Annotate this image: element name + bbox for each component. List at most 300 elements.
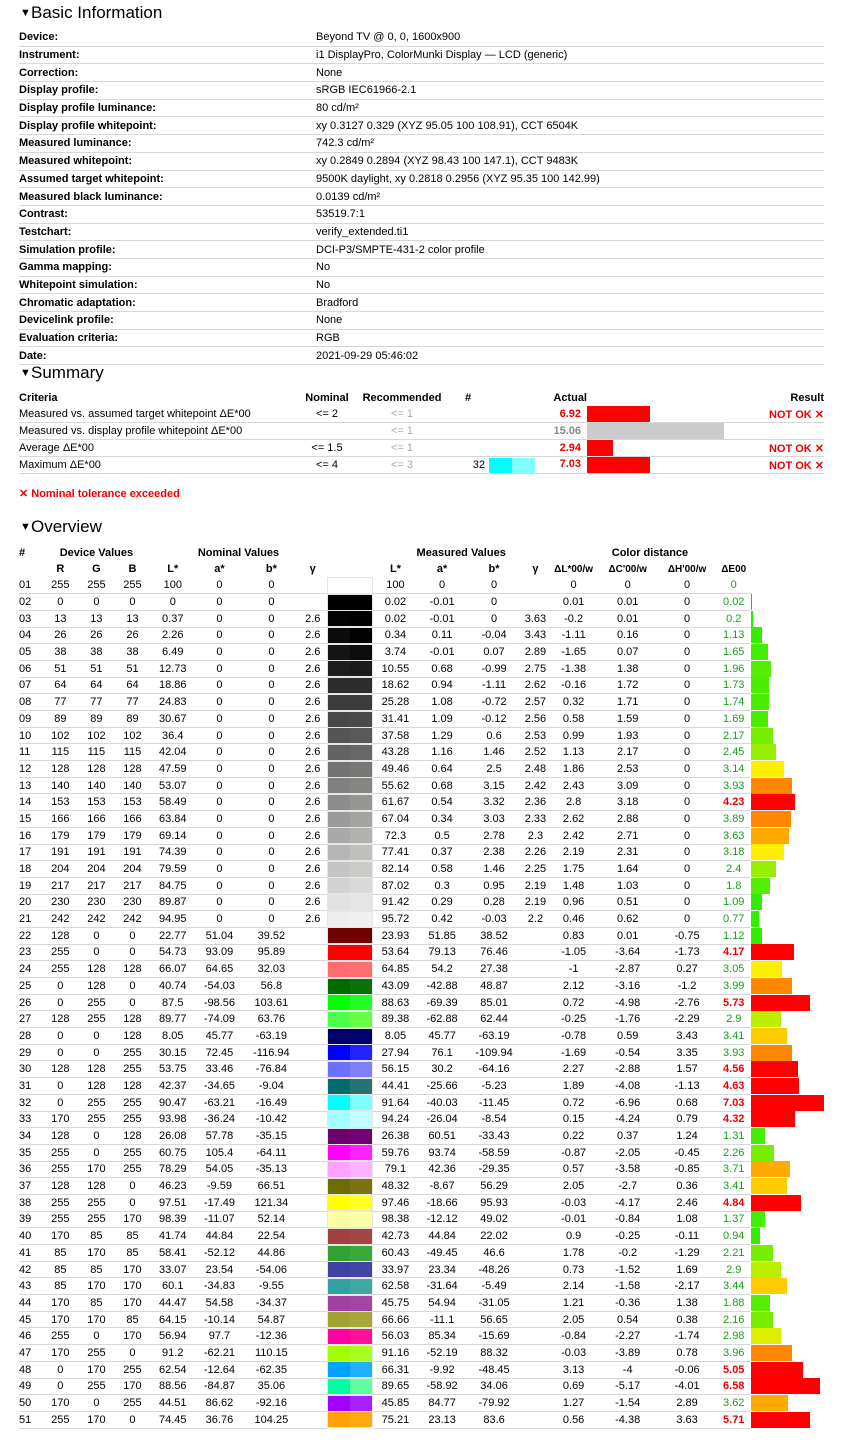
table-cell: -4 xyxy=(598,1361,657,1378)
table-cell: -6.96 xyxy=(598,1094,657,1111)
table-cell: 3.89 xyxy=(717,811,751,828)
table-cell: -64.11 xyxy=(244,1144,299,1161)
table-cell: 0 xyxy=(42,1378,78,1395)
delta-e-bar xyxy=(751,1378,820,1394)
table-cell: 60.51 xyxy=(418,1128,467,1145)
table-cell: -4.38 xyxy=(598,1411,657,1428)
delta-e-bar xyxy=(751,1228,761,1244)
table-cell: 3.93 xyxy=(717,1044,751,1061)
table-cell: 0 xyxy=(244,744,299,761)
delta-e-bar-cell xyxy=(751,1061,824,1078)
table-cell: -29.35 xyxy=(466,1161,521,1178)
summary-actual xyxy=(489,406,587,423)
summary-recommended: <= 3 xyxy=(357,457,447,474)
table-cell: -1.11 xyxy=(466,677,521,694)
table-row xyxy=(19,1295,824,1312)
info-label: Gamma mapping: xyxy=(19,258,316,276)
table-cell: 3.41 xyxy=(717,1178,751,1195)
table-cell: 21 xyxy=(19,911,42,928)
color-swatch xyxy=(327,744,374,761)
table-cell: -0.54 xyxy=(598,1044,657,1061)
table-row xyxy=(19,677,824,694)
info-value: xy 0.2849 0.2894 (XYZ 98.43 100 147.1), CCT 9483K xyxy=(316,152,824,170)
table-cell: -0.01 xyxy=(418,594,467,611)
info-row xyxy=(19,205,824,223)
table-cell: 0 xyxy=(657,627,716,644)
table-cell: 38 xyxy=(19,1194,42,1211)
info-row xyxy=(19,294,824,312)
table-cell: 33.46 xyxy=(195,1061,244,1078)
overview-heading[interactable]: ▼Overview xyxy=(20,515,102,539)
table-cell: 31 xyxy=(19,1078,42,1095)
table-cell: 2.6 xyxy=(299,644,327,661)
table-cell xyxy=(299,1261,327,1278)
table-cell: 36.76 xyxy=(195,1411,244,1428)
table-cell: 1.38 xyxy=(657,1295,716,1312)
table-cell: -11.07 xyxy=(195,1211,244,1228)
info-row xyxy=(19,258,824,276)
delta-e-bar xyxy=(751,861,776,877)
table-cell: 49 xyxy=(19,1378,42,1395)
table-cell: 37 xyxy=(19,1178,42,1195)
table-cell: 1.74 xyxy=(717,694,751,711)
table-cell: -40.03 xyxy=(418,1094,467,1111)
table-cell: 0 xyxy=(114,978,150,995)
table-cell: -26.04 xyxy=(418,1111,467,1128)
table-cell: 166 xyxy=(78,811,114,828)
table-cell: 2.6 xyxy=(299,777,327,794)
delta-e-bar-cell xyxy=(751,1194,824,1211)
summary-actual-value: 6.92 xyxy=(559,408,581,420)
table-cell: 54.2 xyxy=(418,961,467,978)
table-cell: 3.14 xyxy=(717,761,751,778)
table-cell xyxy=(522,978,550,995)
table-cell: 1.48 xyxy=(549,877,598,894)
table-cell: 170 xyxy=(114,1211,150,1228)
delta-e-bar-cell xyxy=(751,1261,824,1278)
table-cell: 170 xyxy=(78,1311,114,1328)
table-cell: 0 xyxy=(657,811,716,828)
table-cell: 2.6 xyxy=(299,911,327,928)
table-cell: 27.38 xyxy=(466,961,521,978)
table-cell: -10.42 xyxy=(244,1111,299,1128)
table-cell xyxy=(299,1345,327,1362)
table-cell: 0 xyxy=(244,861,299,878)
table-cell: 0 xyxy=(114,1194,150,1211)
basic-info-table xyxy=(19,29,824,365)
table-cell: 0 xyxy=(418,577,467,594)
table-cell: 0 xyxy=(244,761,299,778)
table-cell: 82.14 xyxy=(373,861,418,878)
summary-bar xyxy=(587,423,724,439)
table-cell: 0 xyxy=(42,1028,78,1045)
table-cell: 4.17 xyxy=(717,944,751,961)
table-cell: 170 xyxy=(114,1261,150,1278)
table-cell: 2.6 xyxy=(299,727,327,744)
table-cell: -109.94 xyxy=(466,1044,521,1061)
table-cell xyxy=(522,1144,550,1161)
table-row xyxy=(19,894,824,911)
table-cell: 0.37 xyxy=(151,610,196,627)
table-cell: 0 xyxy=(78,1128,114,1145)
info-row xyxy=(19,46,824,64)
summary-nominal xyxy=(297,423,357,440)
delta-e-bar xyxy=(751,928,763,944)
table-cell: 53.64 xyxy=(373,944,418,961)
table-cell: 44.51 xyxy=(151,1395,196,1412)
table-row xyxy=(19,1044,824,1061)
table-cell: 2.8 xyxy=(549,794,598,811)
table-cell: 14 xyxy=(19,794,42,811)
table-cell: 1.09 xyxy=(717,894,751,911)
table-row xyxy=(19,711,824,728)
table-cell: 1.08 xyxy=(418,694,467,711)
table-cell: 0 xyxy=(244,727,299,744)
table-cell: 115 xyxy=(114,744,150,761)
summary-result xyxy=(724,423,824,440)
table-cell: 1.13 xyxy=(549,744,598,761)
summary-bar xyxy=(587,457,650,473)
table-cell: 3.18 xyxy=(717,844,751,861)
table-cell: 0.9 xyxy=(549,1228,598,1245)
table-cell: 3.71 xyxy=(717,1161,751,1178)
delta-e-bar-cell xyxy=(751,677,824,694)
table-cell: 2.89 xyxy=(657,1395,716,1412)
table-cell: 0 xyxy=(244,794,299,811)
table-cell: 255 xyxy=(114,1044,150,1061)
collapse-triangle-icon[interactable]: ▼ xyxy=(20,521,31,533)
summary-header: Result xyxy=(790,392,824,404)
table-cell: 91.16 xyxy=(373,1345,418,1362)
table-cell: 1.29 xyxy=(418,727,467,744)
table-cell: 38.52 xyxy=(466,927,521,944)
table-cell: 0 xyxy=(657,577,716,594)
table-cell: 0.94 xyxy=(418,677,467,694)
table-cell: 22.02 xyxy=(466,1228,521,1245)
table-cell: 50 xyxy=(19,1395,42,1412)
table-cell: 255 xyxy=(78,994,114,1011)
table-cell: 2.17 xyxy=(717,727,751,744)
table-cell: 0.42 xyxy=(418,911,467,928)
collapse-triangle-icon[interactable]: ▼ xyxy=(20,7,31,19)
table-cell: 43.28 xyxy=(373,744,418,761)
table-cell: 56.8 xyxy=(244,978,299,995)
info-value: RGB xyxy=(316,329,824,347)
table-cell: -2.27 xyxy=(598,1328,657,1345)
table-cell: 30 xyxy=(19,1061,42,1078)
delta-e-bar-cell xyxy=(751,1211,824,1228)
table-cell: 23.34 xyxy=(418,1261,467,1278)
table-cell: 95.89 xyxy=(244,944,299,961)
table-cell: 0.02 xyxy=(373,610,418,627)
table-cell: 7.03 xyxy=(717,1094,751,1111)
table-cell: 46.6 xyxy=(466,1245,521,1262)
table-cell: 0 xyxy=(42,994,78,1011)
table-cell: 1.16 xyxy=(418,744,467,761)
delta-e-bar xyxy=(751,761,784,777)
table-cell: -3.64 xyxy=(598,944,657,961)
table-cell: 53.75 xyxy=(151,1061,196,1078)
table-cell: 8.05 xyxy=(373,1028,418,1045)
table-cell: 57.78 xyxy=(195,1128,244,1145)
table-cell: 11 xyxy=(19,744,42,761)
table-cell: 44.84 xyxy=(418,1228,467,1245)
table-cell: 0.64 xyxy=(418,761,467,778)
header-spacer xyxy=(19,561,42,577)
table-cell xyxy=(522,1378,550,1395)
table-cell: 13 xyxy=(114,610,150,627)
table-cell: -1.11 xyxy=(549,627,598,644)
summary-nominal: <= 4 xyxy=(297,457,357,474)
table-cell: 2.43 xyxy=(549,777,598,794)
summary-bar xyxy=(587,440,613,456)
delta-e-bar xyxy=(751,995,810,1011)
table-cell: 0.77 xyxy=(717,911,751,928)
table-cell: 0 xyxy=(657,844,716,861)
table-cell: 55.62 xyxy=(373,777,418,794)
table-cell: -0.87 xyxy=(549,1144,598,1161)
col-group-nominal: Nominal Values xyxy=(197,547,280,559)
table-cell: 0.72 xyxy=(549,1094,598,1111)
info-label: Whitepoint simulation: xyxy=(19,276,316,294)
table-cell: 3.32 xyxy=(466,794,521,811)
table-cell: 255 xyxy=(78,1011,114,1028)
info-value: No xyxy=(316,276,824,294)
table-cell: 0 xyxy=(466,610,521,627)
table-cell: 1.89 xyxy=(549,1078,598,1095)
table-cell: 87.5 xyxy=(151,994,196,1011)
table-cell: 217 xyxy=(114,877,150,894)
table-cell: -35.13 xyxy=(244,1161,299,1178)
table-cell: 255 xyxy=(78,1094,114,1111)
table-cell: 166 xyxy=(114,811,150,828)
table-cell: 0 xyxy=(114,594,150,611)
table-row xyxy=(19,1061,824,1078)
table-cell: -1.73 xyxy=(657,944,716,961)
delta-e-bar-cell xyxy=(751,811,824,828)
table-cell: 0.38 xyxy=(657,1311,716,1328)
table-cell: 6.49 xyxy=(151,644,196,661)
table-cell: 4.84 xyxy=(717,1194,751,1211)
table-cell: 1.71 xyxy=(598,694,657,711)
table-cell: 88.32 xyxy=(466,1345,521,1362)
info-row xyxy=(19,241,824,259)
table-cell: 51.04 xyxy=(195,927,244,944)
table-cell: 26.38 xyxy=(373,1128,418,1145)
table-cell: 66.51 xyxy=(244,1178,299,1195)
table-cell: 26 xyxy=(78,627,114,644)
table-cell: -42.88 xyxy=(418,978,467,995)
table-cell: -0.01 xyxy=(418,610,467,627)
table-cell xyxy=(522,1194,550,1211)
table-cell: 128 xyxy=(78,761,114,778)
table-cell: 41 xyxy=(19,1245,42,1262)
table-cell: 255 xyxy=(42,577,78,594)
delta-e-bar-cell xyxy=(751,1028,824,1045)
color-swatch xyxy=(327,1111,374,1128)
table-cell: -0.2 xyxy=(549,610,598,627)
collapse-triangle-icon[interactable]: ▼ xyxy=(20,367,31,379)
table-cell: 0 xyxy=(244,660,299,677)
table-cell: 170 xyxy=(78,1411,114,1428)
table-cell: 2.6 xyxy=(299,627,327,644)
table-cell: 204 xyxy=(42,861,78,878)
table-cell: 0.56 xyxy=(549,1411,598,1428)
table-cell: 0 xyxy=(195,677,244,694)
table-cell: 204 xyxy=(114,861,150,878)
table-cell: 0.78 xyxy=(657,1345,716,1362)
table-cell: 128 xyxy=(78,1061,114,1078)
table-cell: 41.74 xyxy=(151,1228,196,1245)
summary-result: NOT OK ✕ xyxy=(724,440,824,457)
table-cell: 0 xyxy=(244,577,299,594)
info-row xyxy=(19,312,824,330)
table-cell: 128 xyxy=(78,978,114,995)
table-cell: 27 xyxy=(19,1011,42,1028)
table-cell: 42.04 xyxy=(151,744,196,761)
table-cell: 16 xyxy=(19,827,42,844)
table-cell: 128 xyxy=(78,1078,114,1095)
delta-e-bar xyxy=(751,1345,792,1361)
table-row xyxy=(19,944,824,961)
color-swatch xyxy=(327,727,374,744)
table-cell: 0 xyxy=(195,711,244,728)
table-cell: -8.67 xyxy=(418,1178,467,1195)
delta-e-bar xyxy=(751,778,792,794)
table-cell: 2.21 xyxy=(717,1245,751,1262)
table-cell: 85.01 xyxy=(466,994,521,1011)
table-cell: 89.65 xyxy=(373,1378,418,1395)
table-cell: 2.16 xyxy=(717,1311,751,1328)
table-cell: 0 xyxy=(244,777,299,794)
table-cell: -12.64 xyxy=(195,1361,244,1378)
table-cell: 13 xyxy=(42,610,78,627)
table-cell: 4.23 xyxy=(717,794,751,811)
nominal-tolerance-note: ✕ Nominal tolerance exceeded xyxy=(19,488,180,500)
color-swatch xyxy=(327,1028,374,1045)
table-cell: -62.88 xyxy=(418,1011,467,1028)
table-cell: -4.98 xyxy=(598,994,657,1011)
table-cell: 0 xyxy=(657,761,716,778)
table-cell: 2.62 xyxy=(549,811,598,828)
table-cell: 49.46 xyxy=(373,761,418,778)
table-cell: 56.94 xyxy=(151,1328,196,1345)
table-cell: 2.5 xyxy=(466,761,521,778)
table-cell: 0 xyxy=(114,927,150,944)
delta-e-bar-cell xyxy=(751,694,824,711)
table-cell: 0 xyxy=(195,577,244,594)
table-cell: 3.99 xyxy=(717,978,751,995)
table-cell: 191 xyxy=(78,844,114,861)
color-swatch xyxy=(327,1411,374,1428)
table-cell: 0 xyxy=(195,610,244,627)
table-cell: 3.93 xyxy=(717,777,751,794)
table-cell xyxy=(299,1061,327,1078)
column-header: a* xyxy=(436,563,448,575)
table-cell: -34.65 xyxy=(195,1078,244,1095)
table-cell xyxy=(522,1078,550,1095)
table-cell: 0.6 xyxy=(466,727,521,744)
table-cell: 2.57 xyxy=(522,694,550,711)
table-cell: 77 xyxy=(42,694,78,711)
table-cell: 26.08 xyxy=(151,1128,196,1145)
table-cell: 84.75 xyxy=(151,877,196,894)
table-cell: 1.73 xyxy=(717,677,751,694)
table-cell: 2.6 xyxy=(299,761,327,778)
table-cell: 42.73 xyxy=(373,1228,418,1245)
delta-e-bar-cell xyxy=(751,1411,824,1428)
info-label: Display profile whitepoint: xyxy=(19,117,316,135)
table-cell: 32 xyxy=(19,1094,42,1111)
delta-e-bar-cell xyxy=(751,1345,824,1362)
table-cell xyxy=(522,1278,550,1295)
table-cell: -0.04 xyxy=(466,627,521,644)
table-cell: 2.6 xyxy=(299,660,327,677)
table-row xyxy=(19,660,824,677)
table-cell: 170 xyxy=(78,1278,114,1295)
table-cell: 2.14 xyxy=(549,1278,598,1295)
basic-info-heading[interactable]: ▼Basic Information xyxy=(20,1,162,25)
table-cell: 85 xyxy=(114,1245,150,1262)
table-cell: 22.54 xyxy=(244,1228,299,1245)
table-cell: 49.02 xyxy=(466,1211,521,1228)
table-cell xyxy=(299,994,327,1011)
table-cell: 91.64 xyxy=(373,1094,418,1111)
table-cell: 3.15 xyxy=(466,777,521,794)
table-cell: 30.15 xyxy=(151,1044,196,1061)
table-row xyxy=(19,1094,824,1111)
table-cell: 52.14 xyxy=(244,1211,299,1228)
table-cell: 0 xyxy=(244,877,299,894)
color-swatch xyxy=(327,927,374,944)
table-cell: 2.6 xyxy=(299,610,327,627)
table-cell: 23.13 xyxy=(418,1411,467,1428)
table-cell: 02 xyxy=(19,594,42,611)
table-cell: 48.32 xyxy=(373,1178,418,1195)
table-row xyxy=(19,1261,824,1278)
table-cell: -58.92 xyxy=(418,1378,467,1395)
summary-recommended: <= 1 xyxy=(357,423,447,440)
table-cell: 153 xyxy=(42,794,78,811)
table-cell: 0 xyxy=(244,594,299,611)
table-cell: 0 xyxy=(114,994,150,1011)
table-cell xyxy=(299,1311,327,1328)
table-cell: 100 xyxy=(373,577,418,594)
table-cell: 105.4 xyxy=(195,1144,244,1161)
table-cell: 98.39 xyxy=(151,1211,196,1228)
table-cell: -2.88 xyxy=(598,1061,657,1078)
table-cell: 0 xyxy=(195,911,244,928)
table-cell: 3.44 xyxy=(717,1278,751,1295)
delta-e-bar xyxy=(751,828,789,844)
table-cell: 35.06 xyxy=(244,1378,299,1395)
summary-heading[interactable]: ▼Summary xyxy=(20,361,104,385)
table-cell: -63.19 xyxy=(244,1028,299,1045)
delta-e-bar-cell xyxy=(751,1278,824,1295)
table-cell: 3.05 xyxy=(717,961,751,978)
table-cell: -1 xyxy=(549,961,598,978)
summary-row xyxy=(19,440,824,457)
table-cell: 39 xyxy=(19,1211,42,1228)
delta-e-bar xyxy=(751,1312,774,1328)
delta-e-bar-cell xyxy=(751,994,824,1011)
table-cell: 0.01 xyxy=(598,610,657,627)
table-cell: -12.36 xyxy=(244,1328,299,1345)
table-row xyxy=(19,1245,824,1262)
table-row xyxy=(19,961,824,978)
table-cell: 89.38 xyxy=(373,1011,418,1028)
table-cell: 23 xyxy=(19,944,42,961)
